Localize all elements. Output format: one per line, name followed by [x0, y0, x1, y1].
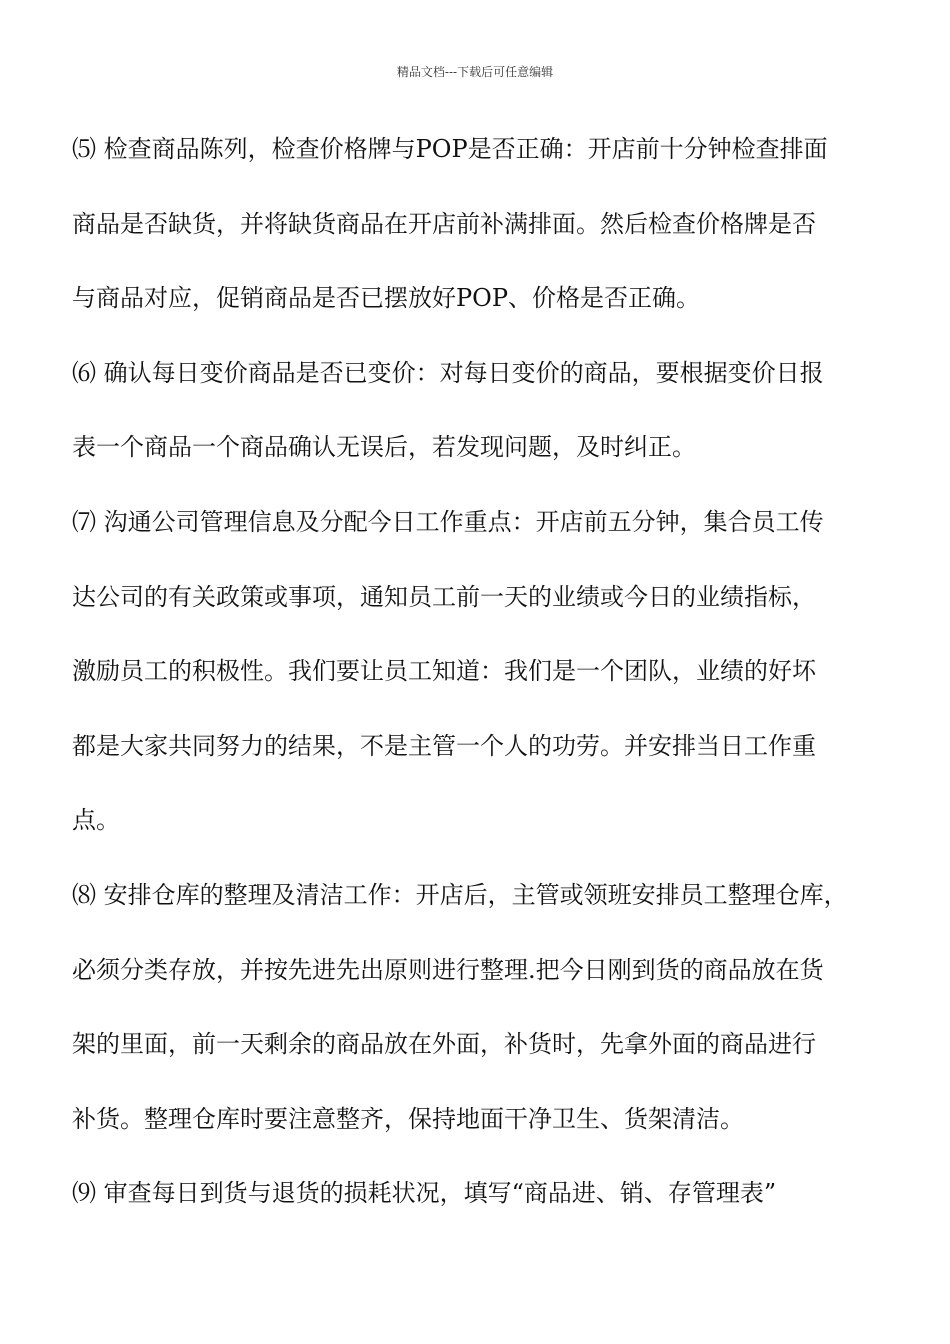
text-line: 商品是否缺货，并将缺货商品在开店前补满排面。然后检查价格牌是否: [72, 209, 816, 238]
text-line: 表一个商品一个商品确认无误后，若发现问题，及时纠正。: [72, 433, 696, 462]
text-line: 架的里面，前一天剩余的商品放在外面，补货时，先拿外面的商品进行: [72, 1030, 816, 1059]
text-line: ⑸ 检查商品陈列，检查价格牌与POP是否正确：开店前十分钟检查排面: [72, 135, 828, 163]
document-body: [72, 112, 890, 1231]
page-header: 精品文档---下载后可任意编辑: [396, 65, 554, 79]
text-line: 补货。整理仓库时要注意整齐，保持地面干净卫生、货架清洁。: [72, 1104, 744, 1133]
text-line: ⑻ 安排仓库的整理及清洁工作：开店后，主管或领班安排员工整理仓库，: [72, 880, 848, 909]
text-line: ⑹ 确认每日变价商品是否已变价：对每日变价的商品，要根据变价日报: [72, 358, 824, 387]
text-line: 必须分类存放，并按先进先出原则进行整理.把今日刚到货的商品放在货: [72, 955, 824, 984]
text-line: 与商品对应，促销商品是否已摆放好POP、价格是否正确。: [72, 284, 700, 313]
text-line: 达公司的有关政策或事项，通知员工前一天的业绩或今日的业绩指标，: [72, 582, 816, 611]
text-line: 点。: [72, 806, 120, 835]
text-line: 都是大家共同努力的结果，不是主管一个人的功劳。并安排当日工作重: [72, 731, 816, 760]
text-line: ⑺ 沟通公司管理信息及分配今日工作重点：开店前五分钟，集合员工传: [72, 507, 824, 536]
text-line: 激励员工的积极性。我们要让员工知道：我们是一个团队，业绩的好坏: [72, 657, 816, 686]
text-line: ⑼ 审查每日到货与退货的损耗状况，填写“商品进、销、存管理表”: [72, 1179, 777, 1208]
